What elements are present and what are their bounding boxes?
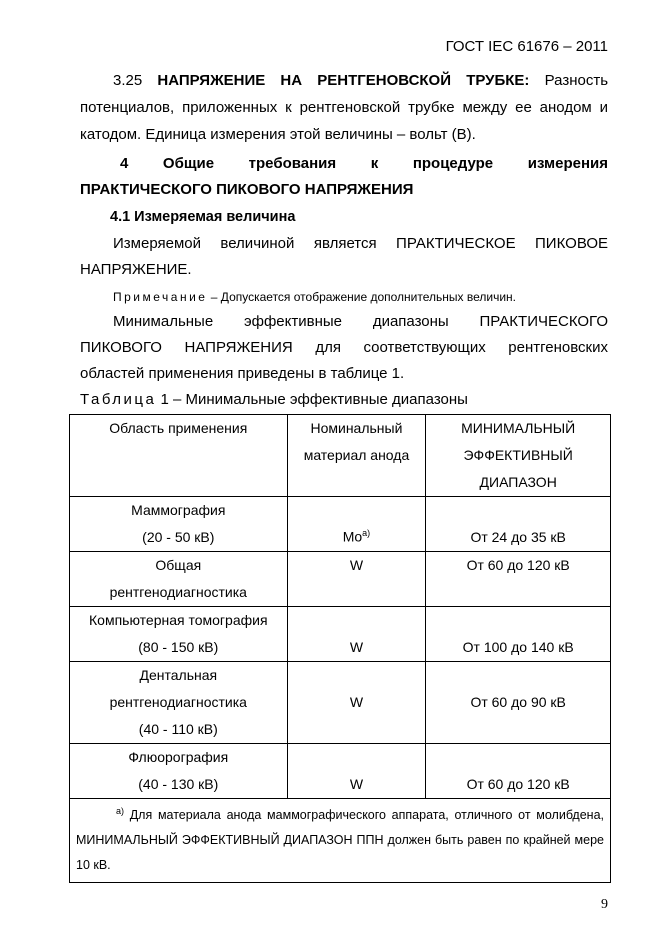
row-range-text: От 60 до 120 кВ (466, 557, 570, 573)
row-area-line-2: (40 - 130 кВ) (138, 776, 219, 792)
table-footnote-row (70, 799, 611, 883)
row-anode (287, 497, 426, 552)
row-anode-text: W (349, 639, 364, 655)
note-label: Примечание (113, 290, 208, 304)
row-anode (287, 744, 426, 799)
ranges-paragraph-line-3: областей применения приведены в таблице 1. (80, 365, 405, 382)
ranges-paragraph-line-1: Минимальные эффективные диапазоны ПРАКТИЧЕСКОГО (113, 313, 608, 330)
row-area (70, 744, 288, 799)
row-range (426, 552, 611, 607)
row-area-line-1: Дентальная (139, 667, 218, 683)
section-3-25-term: НАПРЯЖЕНИЕ НА РЕНТГЕНОВСКОЙ ТРУБКЕ: (157, 72, 530, 89)
section-4-1-line-1: Измеряемой величиной является ПРАКТИЧЕСКОЕ ПИКОВОЕ (113, 235, 608, 252)
row-area (70, 607, 288, 662)
row-range (426, 744, 611, 799)
table-footnote (70, 799, 611, 883)
row-range (426, 607, 611, 662)
header-range-line-3: ДИАПАЗОН (479, 474, 557, 490)
row-anode (287, 607, 426, 662)
row-area-line-1: Компьютерная томография (89, 612, 268, 628)
header-anode-line-1: Номинальный (310, 420, 403, 436)
note (80, 284, 608, 311)
header-area-text: Область применения (109, 420, 248, 436)
page-number: 9 (601, 897, 608, 912)
row-area (70, 662, 288, 744)
row-anode (287, 552, 426, 607)
row-area-line-1: Флюорография (128, 749, 229, 765)
table-row (70, 744, 611, 799)
table-row (70, 497, 611, 552)
section-4-heading-line-2: ПРАКТИЧЕСКОГО ПИКОВОГО НАПРЯЖЕНИЯ (80, 181, 414, 198)
section-3-25-number: 3.25 (113, 72, 143, 89)
section-3-25-line-3: катодом. Единица измерения этой величины – вольт (В). (80, 126, 476, 143)
section-3-25-line-2: потенциалов, приложенных к рентгеновской трубке между ее анодом и (80, 99, 608, 116)
ranges-paragraph-line-2: ПИКОВОГО НАПРЯЖЕНИЯ для соответствующих рентгеновских (80, 339, 608, 356)
row-area (70, 552, 288, 607)
table-row (70, 552, 611, 607)
row-range-text: От 100 до 140 кВ (462, 639, 574, 655)
footnote-mark: a) (116, 806, 125, 816)
header-range (426, 415, 611, 497)
row-area-line-2: (20 - 50 кВ) (142, 529, 215, 545)
row-range (426, 497, 611, 552)
header-anode (287, 415, 426, 497)
footnote-ref: a) (362, 528, 371, 539)
row-range-text: От 60 до 120 кВ (466, 776, 570, 792)
table-row (70, 607, 611, 662)
row-range-text: От 24 до 35 кВ (470, 529, 566, 545)
row-area-line-1: Маммография (131, 502, 226, 518)
row-area-line-2: рентгенодиагностика (109, 694, 247, 710)
section-4-heading-line-1: 4 Общие требования к процедуре измерения (120, 155, 608, 172)
header-area (70, 415, 288, 497)
row-anode-text: Mo (342, 529, 363, 545)
header-range-line-1: МИНИМАЛЬНЫЙ (461, 420, 576, 436)
row-anode-text: W (349, 694, 364, 710)
ranges-table (69, 414, 611, 883)
row-range-text: От 60 до 90 кВ (470, 694, 566, 710)
section-3-25-line-1 (80, 68, 608, 95)
table-header-row (70, 415, 611, 497)
row-anode-text: W (349, 776, 364, 792)
row-anode (287, 662, 426, 744)
header-range-line-2: ЭФФЕКТИВНЫЙ (463, 447, 573, 463)
row-anode-text: W (349, 557, 364, 573)
footnote-text: Для материала анода маммографического аппарата, отличного от молибдена, МИНИМАЛЬНЫЙ ЭФФЕКТИВНЫЙ ДИАПАЗОН ППН должен быть равен по крайней мере 10 кВ. (76, 808, 604, 873)
table-caption-label: Таблица (80, 391, 157, 408)
row-area-line-3: (40 - 110 кВ) (138, 721, 218, 737)
table-caption (80, 387, 608, 414)
row-area (70, 497, 288, 552)
row-range (426, 662, 611, 744)
row-area-line-2: рентгенодиагностика (109, 584, 247, 600)
document-header: ГОСТ IEC 61676 – 2011 (445, 38, 608, 55)
row-area-line-1: Общая (155, 557, 202, 573)
section-3-25-line-1-rest: Разность (544, 72, 609, 89)
header-anode-line-2: материал анода (303, 447, 410, 463)
section-4-1-title: 4.1 Измеряемая величина (110, 209, 296, 225)
note-text: – Допускается отображение дополнительных величин. (207, 290, 516, 304)
table-row (70, 662, 611, 744)
row-area-line-2: (80 - 150 кВ) (138, 639, 219, 655)
table-caption-text: 1 – Минимальные эффективные диапазоны (156, 391, 468, 408)
section-4-1-line-2: НАПРЯЖЕНИЕ. (80, 261, 192, 278)
